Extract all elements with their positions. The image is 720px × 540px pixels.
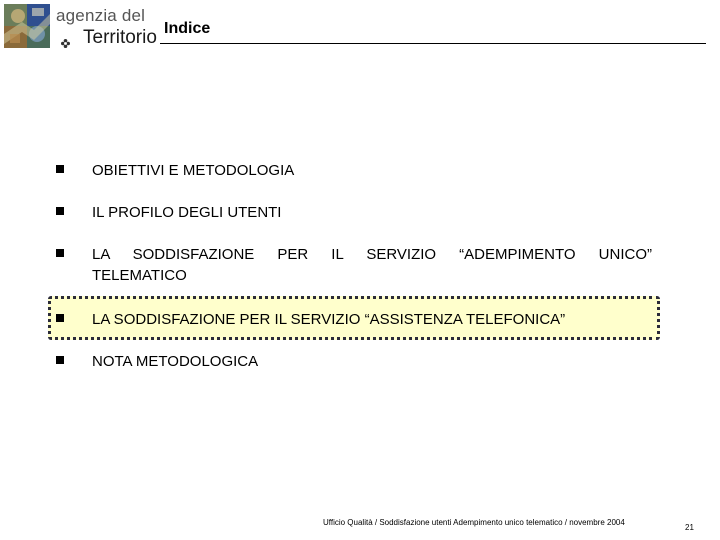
agenda-item-label: LA SODDISFAZIONE PER IL SERVIZIO “ADEMPIMENTO UNICO” bbox=[92, 246, 652, 263]
square-bullet-icon bbox=[56, 249, 64, 257]
logo-flower-icon bbox=[61, 35, 70, 44]
agenda-item-label-continued: TELEMATICO bbox=[92, 267, 187, 284]
agency-logo bbox=[4, 4, 157, 48]
agenda-item-label: LA SODDISFAZIONE PER IL SERVIZIO “ASSISTENZA TELEFONICA” bbox=[92, 311, 566, 328]
agenda-item-label-wrap bbox=[92, 244, 652, 286]
header-divider bbox=[160, 43, 706, 44]
agenda-item-label: IL PROFILO DEGLI UTENTI bbox=[92, 204, 282, 221]
page-number: 21 bbox=[685, 523, 694, 532]
square-bullet-icon bbox=[56, 207, 64, 215]
footer-caption: Ufficio Qualità / Soddisfazione utenti Adempimento unico telematico / novembre 2004 bbox=[323, 518, 625, 527]
agenda-item-label: OBIETTIVI E METODOLOGIA bbox=[92, 162, 295, 179]
logo-text-bottom: Territorio bbox=[83, 27, 157, 48]
square-bullet-icon bbox=[56, 356, 64, 364]
page-title: Indice bbox=[164, 20, 211, 37]
square-bullet-icon bbox=[56, 314, 64, 322]
logo-text-top: agenzia del bbox=[56, 6, 146, 25]
logo-photo bbox=[4, 4, 50, 48]
square-bullet-icon bbox=[56, 165, 64, 173]
agenda-item-label: NOTA METODOLOGICA bbox=[92, 353, 259, 370]
